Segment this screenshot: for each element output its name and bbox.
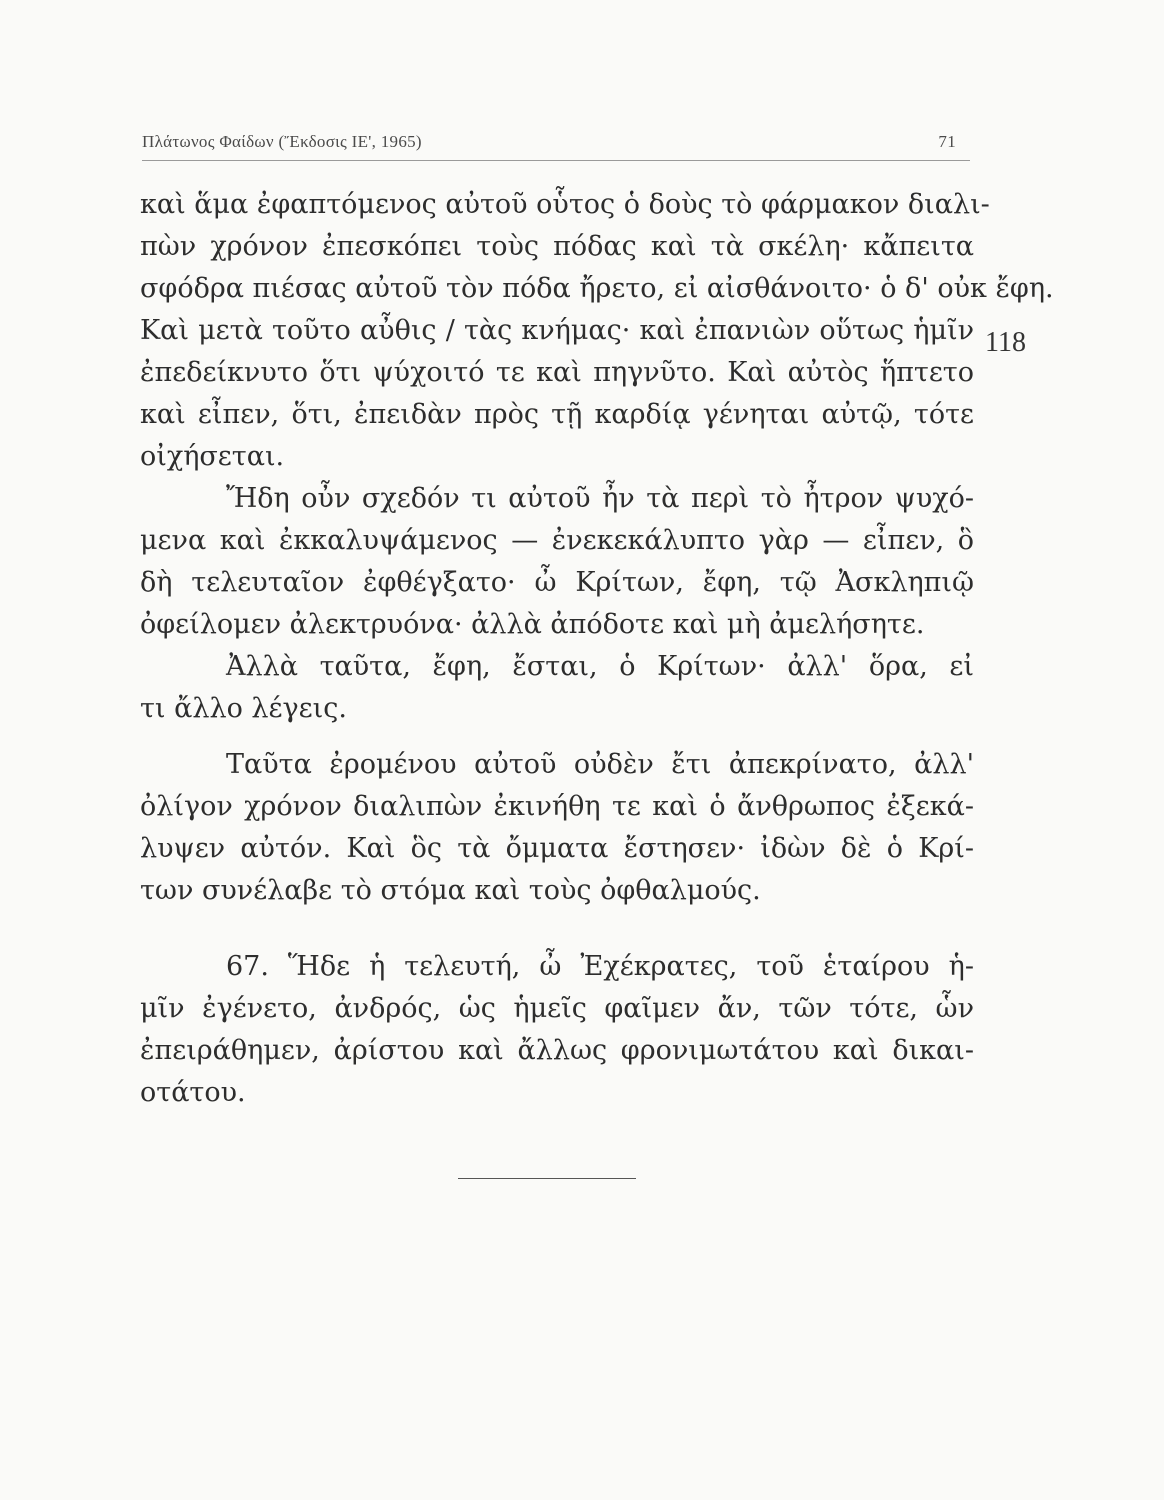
text-line: ἐπεδείκνυτο ὅτι ψύχοιτό τε καὶ πηγνῦτο. Καὶ αὐτὸς ἥπτετο: [140, 357, 974, 388]
text-line: οτάτου.: [140, 1077, 246, 1108]
text-line: των συνέλαβε τὸ στόμα καὶ τοὺς ὀφθαλμούς.: [140, 875, 761, 906]
text-line: Καὶ μετὰ τοῦτο αὖθις / τὰς κνήμας· καὶ ἐπανιὼν οὕτως ἡμῖν: [140, 315, 974, 346]
text-line: 67. Ἥδε ἡ τελευτή, ὦ Ἐχέκρατες, τοῦ ἑταίρου ἡ-: [226, 951, 974, 982]
text-line: μῖν ἐγένετο, ἀνδρός, ὡς ἡμεῖς φαῖμεν ἄν, τῶν τότε, ὧν: [140, 993, 974, 1024]
text-line: λυψεν αὐτόν. Καὶ ὃς τὰ ὄμματα ἔστησεν· ἰδὼν δὲ ὁ Κρί-: [140, 833, 974, 864]
paragraph-gap: [140, 730, 974, 744]
text-line: σφόδρα πιέσας αὐτοῦ τὸν πόδα ἤρετο, εἰ αἰσθάνοιτο· ὁ δ' οὐκ ἔφη.: [140, 273, 1054, 304]
section-gap: [140, 912, 974, 946]
text-line: πὼν χρόνον ἐπεσκόπει τοὺς πόδας καὶ τὰ σκέλη· κἄπειτα: [140, 231, 974, 262]
text-line: ὀλίγον χρόνον διαλιπὼν ἐκινήθη τε καὶ ὁ ἄνθρωπος ἐξεκά-: [140, 791, 974, 822]
text-line: τι ἄλλο λέγεις.: [140, 693, 347, 724]
running-head: [142, 132, 962, 154]
text-line: δὴ τελευταῖον ἐφθέγξατο· ὦ Κρίτων, ἔφη, τῷ Ἀσκληπιῷ: [140, 567, 974, 598]
text-line: μενα καὶ ἐκκαλυψάμενος — ἐνεκεκάλυπτο γὰρ — εἶπεν, ὃ: [140, 525, 974, 556]
running-head-title: Πλάτωνος Φαίδων (Ἔκδοσις ΙΕ', 1965): [142, 132, 422, 151]
text-line: καὶ ἅμα ἐφαπτόμενος αὐτοῦ οὗτος ὁ δοὺς τὸ φάρμακον διαλι-: [140, 189, 990, 220]
end-of-text-rule: [458, 1178, 636, 1179]
text-line: καὶ εἶπεν, ὅτι, ἐπειδὰν πρὸς τῇ καρδίᾳ γένηται αὐτῷ, τότε: [140, 399, 974, 430]
text-line: ὀφείλομεν ἀλεκτρυόνα· ἀλλὰ ἀπόδοτε καὶ μὴ ἀμελήσητε.: [140, 609, 925, 640]
text-line: οἰχήσεται.: [140, 441, 285, 472]
text-line: Ταῦτα ἐρομένου αὐτοῦ οὐδὲν ἔτι ἀπεκρίνατο, ἀλλ': [226, 749, 974, 780]
page-number: 71: [938, 132, 956, 151]
text-line: ἐπειράθημεν, ἀρίστου καὶ ἄλλως φρονιμωτάτου καὶ δικαι-: [140, 1035, 974, 1066]
text-line: Ἀλλὰ ταῦτα, ἔφη, ἔσται, ὁ Κρίτων· ἀλλ' ὅρα, εἰ: [226, 651, 974, 682]
text-line: Ἤδη οὖν σχεδόν τι αὐτοῦ ἦν τὰ περὶ τὸ ἦτρον ψυχό-: [226, 483, 974, 514]
stephanus-margin-number: 118: [985, 327, 1026, 358]
header-rule: [142, 160, 970, 161]
